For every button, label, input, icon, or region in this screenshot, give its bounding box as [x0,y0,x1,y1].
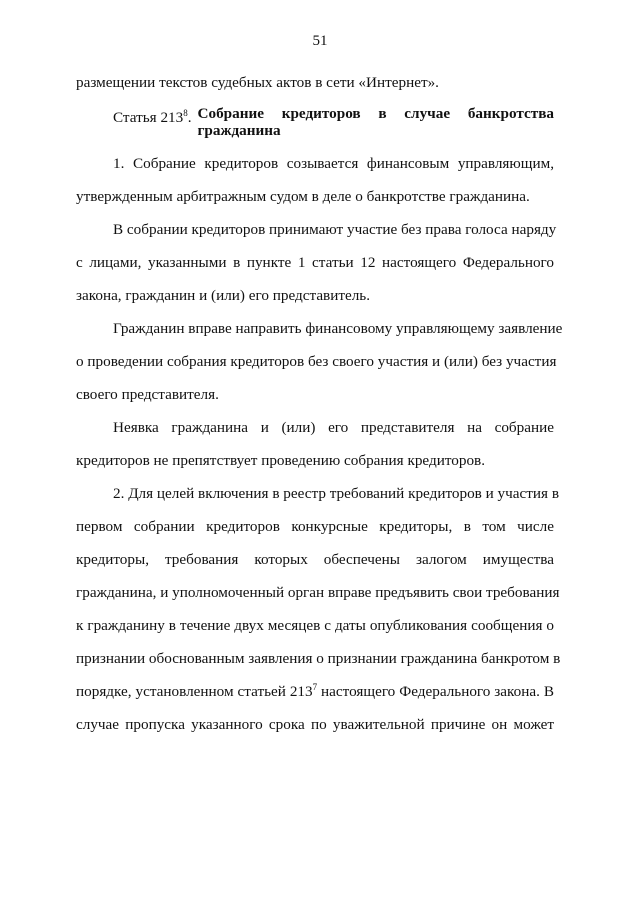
carry-over-text [76,66,554,99]
text-line: порядке, установленном статьей $213^7$ настоящего Федерального закона. В [76,681,554,700]
text-line: 2. Для целей включения в реестр требований кредиторов и участия в [113,485,559,502]
text-line: своего представителя. [76,386,219,403]
text-line: с лицами, указанными в пункте 1 статьи 12 настоящего Федерального [76,254,554,271]
paragraph-non-attendance [76,411,554,477]
page-number: 51 [312,33,328,49]
text-line: 1. Собрание кредиторов созывается финансовым управляющим, [113,155,554,172]
paragraph-1 [76,147,554,213]
text-line: Неявка гражданина и (или) его представителя на собрание [113,419,554,436]
article-heading [76,103,554,139]
text-line: размещении текстов судебных актов в сети «Интернет». [76,74,439,91]
text-line: Гражданин вправе направить финансовому управляющему заявление [113,320,563,337]
text-line: кредиторы, требования которых обеспечены залогом имущества [76,551,554,568]
text-line: первом собрании кредиторов конкурсные кредиторы, в том числе [76,518,554,535]
paragraph-participation [76,213,557,312]
text-line: к гражданину в течение двух месяцев с даты опубликования сообщения о [76,617,554,634]
article-number-superscript: 8 [183,108,188,118]
article-title-line: Собрание кредиторов в случае банкротства [197,105,554,122]
article-number: Статья $213^8$. [113,108,192,127]
text-line: В собрании кредиторов принимают участие без права голоса наряду [113,221,557,238]
text-line: утвержденным арбитражным судом в деле о банкротстве гражданина. [76,188,530,205]
text-line: признании обоснованным заявления о признании гражданина банкротом в [76,650,561,667]
document-body [76,66,563,741]
text-line: закона, гражданин и (или) его представитель. [76,287,371,304]
text-line: гражданина, и уполномоченный орган вправе предъявить свои требования [76,584,560,601]
article-title [198,103,554,139]
paragraph-2 [76,477,561,741]
article-reference-superscript: 7 [312,681,318,692]
paragraph-absence-request [76,312,563,411]
text-line: кредиторов не препятствует проведению собрания кредиторов. [76,452,486,469]
text-line: случае пропуска указанного срока по уважительной причине он может [76,716,554,733]
text-line: о проведении собрания кредиторов без своего участия и (или) без участия [76,353,557,370]
article-title-line: гражданина [197,122,281,139]
